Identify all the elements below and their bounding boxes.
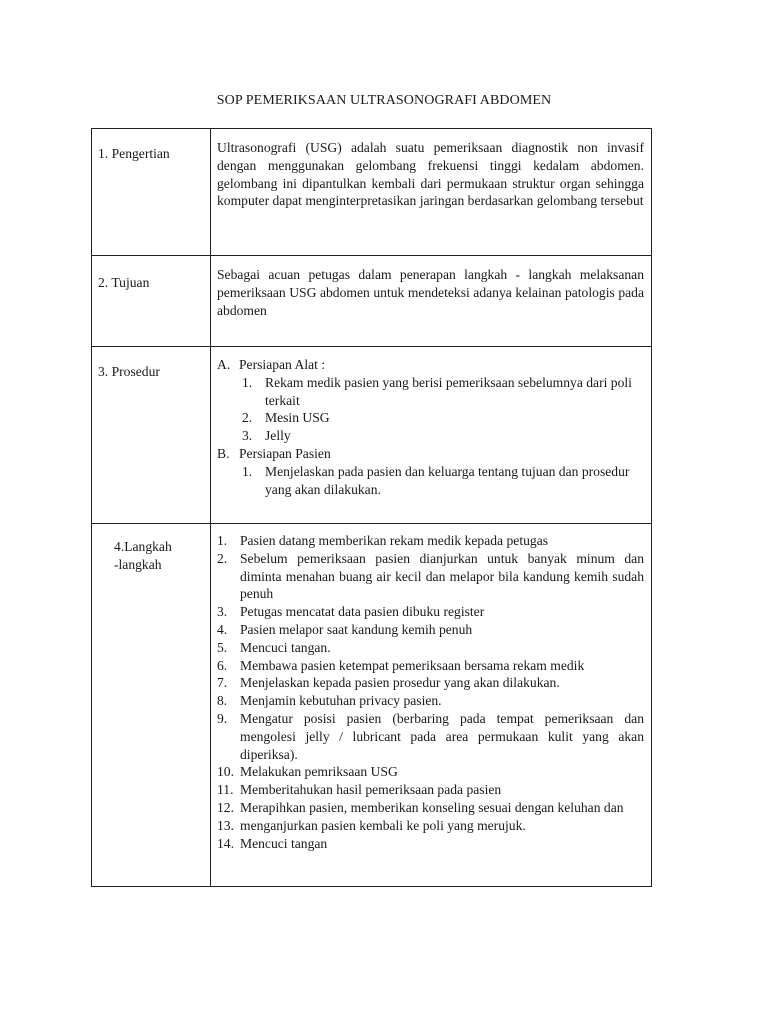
item-text: Mencuci tangan — [240, 835, 328, 851]
item-number: 4. — [217, 621, 228, 637]
row-pengertian — [92, 129, 652, 256]
item-text: Melakukan pemriksaan USG — [240, 764, 398, 780]
prosedur-label: 3. Prosedur — [92, 347, 211, 524]
list-item — [242, 427, 644, 445]
item-number: 14. — [217, 835, 234, 851]
list-item — [242, 463, 644, 499]
item-number: 2. — [242, 410, 253, 426]
list-item — [217, 799, 644, 817]
pengertian-content — [211, 129, 652, 256]
item-text: Jelly — [265, 428, 291, 444]
item-text: Pasien datang memberikan rekam medik kepada petugas — [240, 533, 549, 548]
item-number: 13. — [217, 817, 234, 833]
item-number: 3. — [217, 604, 228, 620]
item-number: 9. — [217, 710, 228, 726]
persiapan-pasien-list — [217, 463, 644, 499]
list-item — [217, 692, 644, 710]
list-item — [217, 657, 644, 675]
document-title: SOP PEMERIKSAAN ULTRASONOGRAFI ABDOMEN — [216, 93, 552, 108]
list-item — [217, 550, 644, 603]
prosedur-block — [217, 347, 644, 498]
item-text: Mesin USG — [265, 410, 330, 426]
section-heading — [217, 445, 644, 463]
item-text: Mencuci tangan. — [240, 639, 331, 655]
item-text: Petugas mencatat data pasien dibuku register — [240, 604, 485, 620]
item-number: 8. — [217, 693, 228, 709]
list-item — [217, 817, 644, 835]
section-letter: A. — [217, 357, 231, 372]
item-number: 3. — [242, 428, 253, 444]
langkah-list — [217, 524, 644, 852]
list-item — [217, 710, 644, 763]
persiapan-alat-list — [217, 374, 644, 445]
list-item — [217, 781, 644, 799]
item-number: 1. — [242, 374, 253, 390]
list-item — [217, 532, 644, 550]
item-number: 7. — [217, 675, 228, 691]
item-number: 11. — [217, 782, 234, 798]
item-number: 1. — [217, 533, 228, 548]
item-number: 10. — [217, 764, 234, 780]
langkah-content — [211, 524, 652, 887]
row-tujuan — [92, 256, 652, 347]
row-langkah — [92, 524, 652, 887]
item-text: Membawa pasien ketempat pemeriksaan bersama rekam medik — [240, 657, 585, 673]
list-item — [242, 374, 644, 410]
item-number: 2. — [217, 550, 228, 566]
list-item — [217, 835, 644, 853]
list-item — [217, 639, 644, 657]
item-text: Pasien melapor saat kandung kemih penuh — [240, 621, 473, 637]
tujuan-content — [211, 256, 652, 347]
langkah-label — [92, 524, 211, 887]
item-number: 6. — [217, 657, 228, 673]
row-prosedur — [92, 347, 652, 524]
tujuan-text: Sebagai acuan petugas dalam penerapan langkah - langkah melaksanan pemeriksaan USG abdomen untuk mendeteksi adanya kelainan patologis pada abdomen — [217, 267, 644, 318]
item-text: Menjelaskan pada pasien dan keluarga tentang tujuan dan prosedur yang akan dilakukan. — [265, 463, 630, 497]
list-item — [217, 621, 644, 639]
item-text: Sebelum pemeriksaan pasien dianjurkan untuk banyak minum dan diminta menahan buang air kecil dan melapor bila kandung kemih sudah penuh — [240, 550, 644, 602]
tujuan-label: 2. Tujuan — [92, 256, 211, 347]
section-letter: B. — [217, 445, 230, 461]
item-number: 12. — [217, 799, 234, 815]
sop-table — [91, 128, 652, 887]
list-item — [217, 763, 644, 781]
item-text: Mengatur posisi pasien (berbaring pada tempat pemeriksaan dan mengolesi jelly / lubricant pada area permukaan kulit yang akan diperiksa). — [240, 710, 644, 762]
langkah-label-line2: -langkah — [114, 557, 162, 572]
section-heading — [217, 356, 644, 374]
list-item — [242, 409, 644, 427]
item-text: Rekam medik pasien yang berisi pemeriksaan sebelumnya dari poli terkait — [265, 374, 632, 408]
section-title: Persiapan Alat : — [239, 357, 326, 372]
item-text: menganjurkan pasien kembali ke poli yang merujuk. — [240, 817, 526, 833]
prosedur-content — [211, 347, 652, 524]
item-number: 5. — [217, 639, 228, 655]
list-item — [217, 674, 644, 692]
item-text: Menjelaskan kepada pasien prosedur yang akan dilakukan. — [240, 675, 560, 691]
pengertian-label: 1. Pengertian — [92, 129, 211, 256]
list-item — [217, 603, 644, 621]
item-text: Memberitahukan hasil pemeriksaan pada pasien — [240, 782, 502, 798]
section-title: Persiapan Pasien — [239, 445, 331, 461]
langkah-label-line1: 4.Langkah — [114, 539, 172, 554]
item-number: 1. — [242, 463, 253, 479]
item-text: Merapihkan pasien, memberikan konseling sesuai dengan keluhan dan — [240, 799, 624, 815]
pengertian-text: Ultrasonografi (USG) adalah suatu pemeriksaan diagnostik non invasif dengan menggunakan gelombang frekuensi tinggi kedalam abdomen. gelombang ini dipantulkan kembali dari permukaan struktur organ sehingga komputer dapat menginterpretasikan jaringan berdasarkan gelombang tersebut — [217, 140, 644, 209]
item-text: Menjamin kebutuhan privacy pasien. — [240, 693, 442, 709]
